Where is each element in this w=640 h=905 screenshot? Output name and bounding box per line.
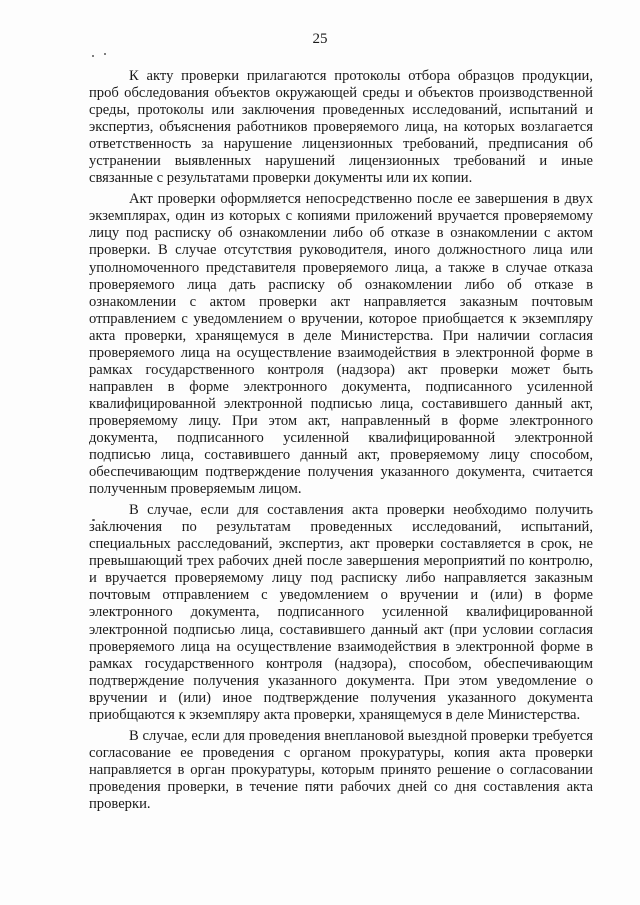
paragraph: Акт проверки оформляется непосредственно после ее завершения в двух экземплярах, один из которых с копиями приложений вручается проверяемому лицу под расписку об ознакомлении либо об отказе в ознакомлении с актом проверки. В случае отсутствия руководителя, иного должностного лица или уполномоченного представителя проверяемого лица, а также в случае отказа проверяемого лица дать расписку об ознакомлении либо об отказе в ознакомлении с актом проверки акт направляется заказным почтовым отправлением с уведомлением о вручении, которое приобщается к экземпляру акта проверки, хранящемуся в деле Министерства. При наличии согласия проверяемого лица на осуществление взаимодействия в электронной форме в рамках государственного контроля (надзора) акт проверки может быть направлен в форме электронного документа, подписанного усиленной квалифицированной электронной подписью лица, составившего данный акт, проверяемому лицу. При этом акт, направленный в форме электронного документа, подписанного усиленной квалифицированной электронной подписью лица, составившего данный акт, проверяемому лицу способом, обеспечивающим подтверждение получения указанного документа, считается полученным проверяемым лицом. (89, 191, 593, 498)
page-number: 25 (312, 31, 328, 47)
paragraph: К акту проверки прилагаются протоколы отбора образцов продукции, проб обследования объектов окружающей среды и объектов производственной среды, протоколы или заключения проведенных исследований, испытаний и экспертиз, объяснения работников проверяемого лица, на которых возлагается ответственность за нарушение лицензионных требований, предписания об устранении выявленных нарушений лицензионных требований и иные связанные с результатами проверки документы или их копии. (89, 68, 593, 187)
paragraph: В случае, если для составления акта проверки необходимо получить заключения по результатам проведенных исследований, испытаний, специальных расследований, экспертиз, акт проверки составляется в срок, не превышающий трех рабочих дней после завершения мероприятий по контролю, и вручается проверяемому лицу под расписку либо направляется заказным почтовым отправлением с уведомлением о вручении и (или) в форме электронного документа, подписанного усиленной квалифицированной электронной подписью лица, составившего данный акт (при условии согласия проверяемого лица на осуществление взаимодействия в электронной форме в рамках государственного контроля (надзора), способом, обеспечивающим подтверждение получения указанного документа. При этом уведомление о вручении и (или) иное подтверждение получения указанного документа приобщаются к экземпляру акта проверки, хранящемуся в деле Министерства. (89, 502, 593, 723)
scan-speck (104, 53, 106, 55)
paragraph: В случае, если для проведения внеплановой выездной проверки требуется согласование ее проведения с органом прокуратуры, копия акта проверки направляется в орган прокуратуры, которым принято решение о согласовании проведения проверки, в течение пяти рабочих дней со дня составления акта проверки. (89, 727, 593, 812)
scan-speck (92, 55, 94, 57)
body-text (89, 68, 593, 817)
